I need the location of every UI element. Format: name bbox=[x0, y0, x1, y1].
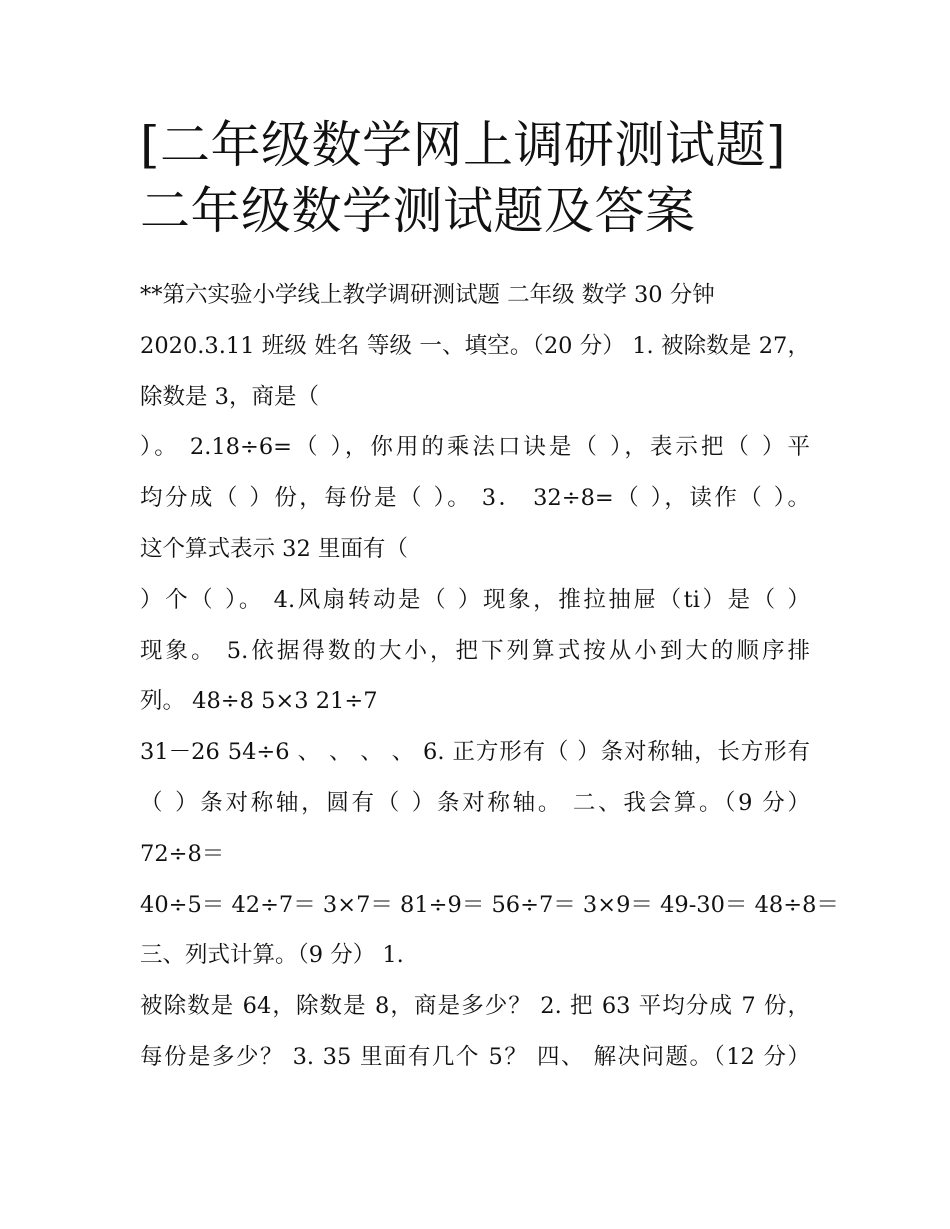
body-line-fill-in-7: 现象。 5.依据得数的大小，把下列算式按从小到大的顺序排 bbox=[140, 637, 810, 664]
title-line-2: 二年级数学测试题及答案 bbox=[140, 182, 696, 240]
body-line-calc-1: 72÷8＝ bbox=[140, 840, 225, 867]
document-title bbox=[140, 0, 810, 244]
body-line-fill-in-3: ）。 2.18÷6=（ ），你用的乘法口诀是（ ），表示把（ ）平 bbox=[140, 434, 810, 461]
body-line-header: **第六实验小学线上教学调研测试题 二年级 数学 30 分钟 bbox=[140, 282, 715, 308]
body-line-fill-in-4: 均分成（ ）份，每份是（ ）。 3． 32÷8=（ ），读作（ ）。 bbox=[140, 485, 810, 512]
document-body bbox=[140, 270, 839, 1083]
body-line-problem-2: 每份是多少？ 3. 35 里面有几个 5？ 四、 解决问题。（12 分） bbox=[140, 1043, 810, 1070]
body-line-fill-in-5: 这个算式表示 32 里面有（ bbox=[140, 535, 408, 562]
document-page bbox=[140, 0, 839, 1083]
body-line-section-3: 三、列式计算。（9 分） 1. bbox=[140, 942, 404, 969]
body-line-fill-in-9: 31－26 54÷6 、 、 、 、 6. 正方形有（ ）条对称轴，长方形有 bbox=[140, 739, 810, 766]
body-line-calc-2: 40÷5＝ 42÷7＝ 3×7＝ 81÷9＝ 56÷7＝ 3×9＝ 49-30＝ 48÷8＝ bbox=[140, 891, 839, 918]
body-line-fill-in-10: （ ）条对称轴，圆有（ ）条对称轴。 二、我会算。（9 分） bbox=[140, 789, 810, 816]
title-line-1: [二年级数学网上调研测试题] bbox=[140, 116, 787, 174]
body-line-fill-in-6: ）个（ ）。 4.风扇转动是（ ）现象，推拉抽屉（ti）是（ ） bbox=[140, 586, 810, 613]
body-line-fill-in-1: 2020.3.11 班级 姓名 等级 一、填空。（20 分） 1. 被除数是 27， bbox=[140, 332, 810, 359]
body-line-fill-in-2: 除数是 3，商是（ bbox=[140, 383, 319, 410]
body-line-problem-1: 被除数是 64，除数是 8，商是多少？ 2. 把 63 平均分成 7 份， bbox=[140, 993, 810, 1020]
body-line-fill-in-8: 列。 48÷8 5×3 21÷7 bbox=[140, 688, 378, 715]
